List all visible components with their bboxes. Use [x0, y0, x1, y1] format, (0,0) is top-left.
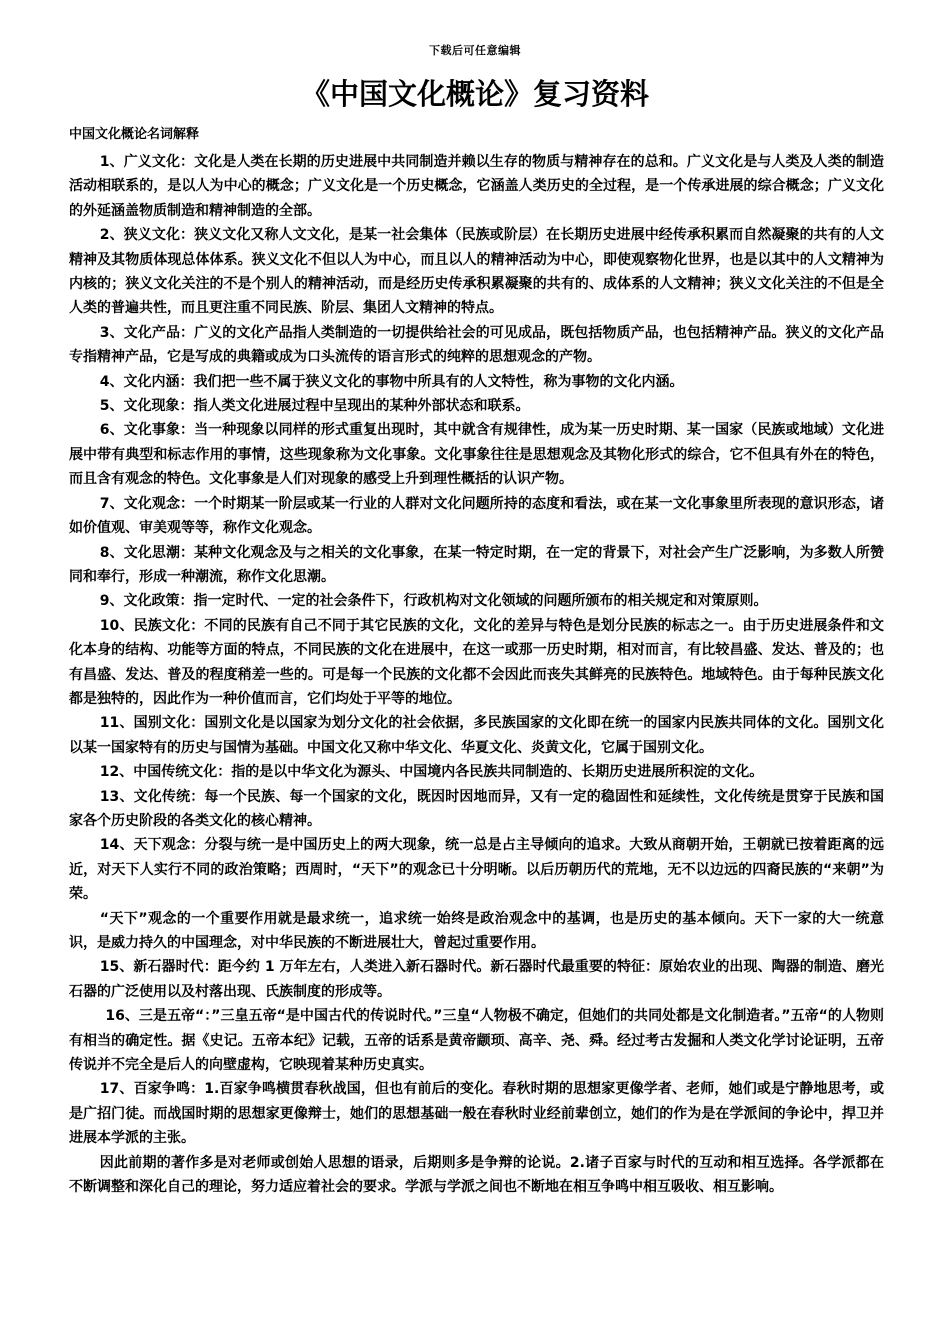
paragraph-term-10: 10、民族文化：不同的民族有自己不同于其它民族的文化，文化的差异与特色是划分民族的标志之一。由于历史进展条件和文化本身的结构、功能等方面的特点，不同民族的文化在进展中，在这一或那一历史时期，相对而言，有比较昌盛、发达、普及的；也有昌盛、发达、普及的程度稍差一些的。可是每一个民族的文化都不会因此而丧失其鲜亮的民族特色。地域特色。由于每种民族文化都是独特的，因此作为一种价值而言，它们均处于平等的地位。	[69, 617, 884, 707]
paragraph-term-2: 2、狭义文化：狭义文化又称人文文化，是某一社会集体（民族或阶层）在长期历史进展中经传承积累而自然凝聚的共有的人文精神及其物质体现总体体系。狭义文化不但以人为中心，而且以人的精神活动为中心，即使观察物化世界，也是以其中的人文精神为内核的；狭义文化关注的不是个别人的精神活动，而是经历史传承积累凝聚的共有的、成体系的人文精神；狭义文化关注的不但是全人类的普遍共性，而且更注重不同民族、阶层、集团人文精神的特点。	[69, 227, 884, 317]
paragraph-term-9: 9、文化政策：指一定时代、一定的社会条件下，行政机构对文化领域的问题所颁布的相关规定和对策原则。	[99, 593, 768, 610]
paragraph-term-17-cont: 因此前期的著作多是对老师或创始人思想的语录，后期则多是争辩的论说。2.诸子百家与时代的互动和相互选择。各学派都在不断调整和深化自己的理论，努力适应着社会的要求。学派与学派之间也不断地在相互争鸣中相互吸收、相互影响。	[69, 1154, 884, 1196]
paragraph-term-8: 8、文化思潮：某种文化观念及与之相关的文化事象，在某一特定时期，在一定的背景下，对社会产生广泛影响，为多数人所赞同和奉行，形成一种潮流，称作文化思潮。	[69, 544, 884, 585]
paragraph-term-1: 1、广义文化：文化是人类在长期的历史进展中共同制造并赖以生存的物质与精神存在的总和。广义文化是与人类及人类的制造活动相联系的，是以人为中心的概念；广义文化是一个历史概念，它涵盖人类历史的全过程，是一个传承进展的综合概念；广义文化的外延涵盖物质制造和精神制造的全部。	[69, 154, 884, 219]
document-body	[69, 126, 884, 1199]
paragraph-term-11: 11、国别文化：国别文化是以国家为划分文化的社会依据，多民族国家的文化即在统一的国家内民族共同体的文化。国别文化以某一国家特有的历史与国情为基础。中国文化又称中华文化、华夏文化、炎黄文化，它属于国别文化。	[69, 715, 884, 756]
paragraph-term-3: 3、文化产品：广义的文化产品指人类制造的一切提供给社会的可见成品，既包括物质产品，也包括精神产品。狭义的文化产品专指精神产品，它是写成的典籍或成为口头流传的语言形式的纯粹的思想观念的产物。	[69, 324, 884, 366]
paragraph-term-16: 16、三是五帝“：”三皇五帝“是中国古代的传说时代。”三皇“人物极不确定，但她们的共同处都是文化制造者。”五帝“的人物则有相当的确定性。据《史记。五帝本纪》记载，五帝的话系是黄帝颛顼、高辛、尧、舜。经过考古发掘和人类文化学讨论证明，五帝传说并不完全是后人的向壁虚构，它映现着某种历史真实。	[69, 1008, 884, 1074]
paragraph-term-7: 7、文化观念：一个时期某一阶层或某一行业的人群对文化问题所持的态度和看法，或在某一文化事象里所表现的意识形态，诸如价值观、审美观等等，称作文化观念。	[69, 495, 884, 537]
paragraph-term-4: 4、文化内涵：我们把一些不属于狭义文化的事物中所具有的人文特性，称为事物的文化内涵。	[99, 373, 684, 390]
paragraph-term-5: 5、文化现象：指人类文化进展过程中呈现出的某种外部状态和联系。	[99, 398, 530, 415]
paragraph-term-17: 17、百家争鸣：1.百家争鸣横贯春秋战国，但也有前后的变化。春秋时期的思想家更像学者、老师，她们或是宁静地思考，或是广招门徒。而战国时期的思想家更像辩士，她们的思想基础一般在春秋时业经前辈创立，她们的作为是在学派间的争论中，捍卫并进展本学派的主张。	[69, 1081, 884, 1147]
paragraph-term-14-cont: “天下”观念的一个重要作用就是最求统一，追求统一始终是政治观念中的基调，也是历史的基本倾向。天下一家的大一统意识，是威力持久的中国理念，对中华民族的不断进展壮大，曾起过重要作用。	[69, 910, 884, 951]
document-title: 《中国文化概论》复习资料	[300, 77, 649, 111]
section-title: 中国文化概论名词解释	[69, 127, 200, 142]
header-note: 下载后可任意编辑	[429, 44, 521, 57]
paragraph-term-6: 6、文化事象：当一种现象以同样的形式重复出现时，其中就含有规律性，成为某一历史时期、某一国家（民族或地域）文化进展中带有典型和标志作用的事情，这些现象称为文化事象。文化事象往往是思想观念及其物化形式的综合，它不但具有外在的特色，而且含有观念的特色。文化事象是人们对现象的感受上升到理性概括的认识产物。	[69, 422, 884, 488]
paragraph-term-13: 13、文化传统：每一个民族、每一个国家的文化，既因时因地而异，又有一定的稳固性和延续性，文化传统是贯穿于民族和国家各个历史阶段的各类文化的核心精神。	[69, 788, 884, 829]
paragraph-term-12: 12、中国传统文化：指的是以中华文化为源头、中国境内各民族共同制造的、长期历史进展所积淀的文化。	[99, 764, 764, 781]
paragraph-term-15: 15、新石器时代：距今约 1 万年左右，人类进入新石器时代。新石器时代最重要的特征：原始农业的出现、陶器的制造、磨光石器的广泛使用以及村落出现、氏族制度的形成等。	[69, 959, 884, 1000]
paragraph-term-14: 14、天下观念：分裂与统一是中国历史上的两大现象，统一总是占主导倾向的追求。大致从商朝开始，王朝就已按着距离的远近，对天下人实行不同的政治策略；西周时，“天下”的观念已十分明晰。以后历朝历代的荒地，无不以边远的四裔民族的“来朝”为荣。	[69, 837, 884, 903]
